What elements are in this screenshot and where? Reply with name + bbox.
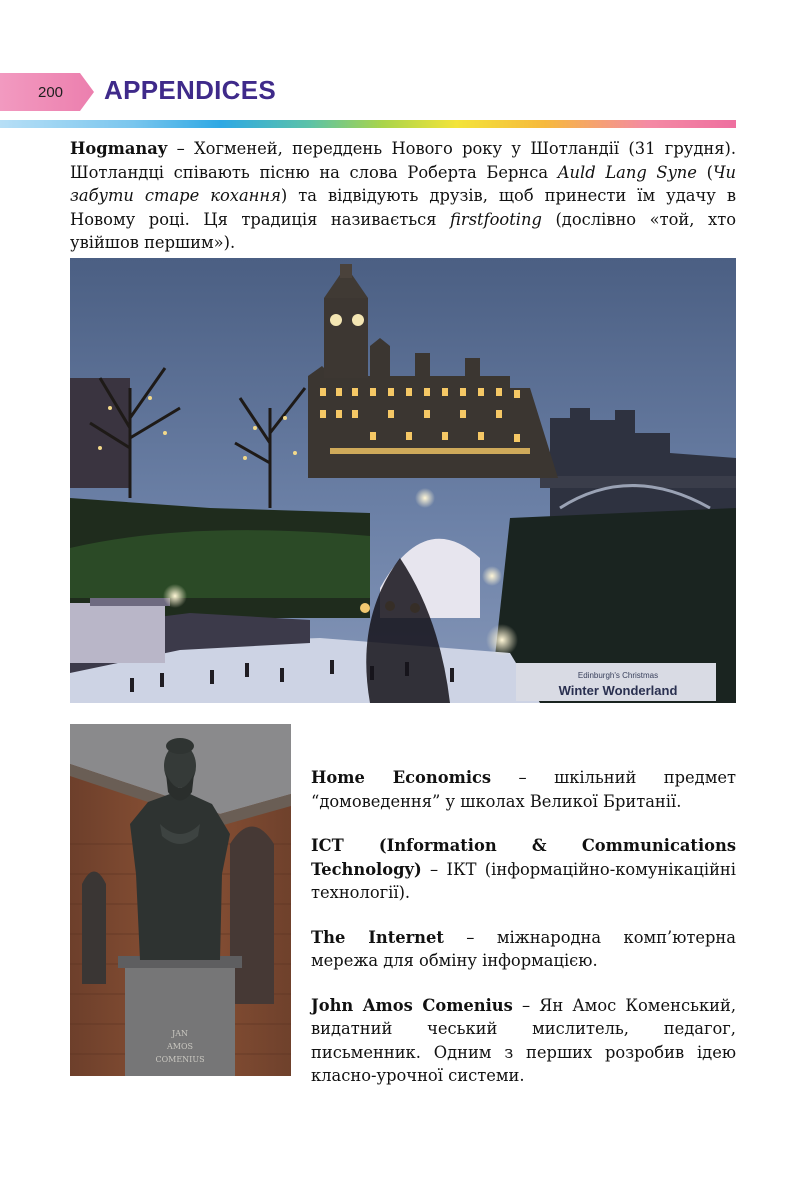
sign-line-2: Winter Wonderland — [558, 683, 678, 698]
page-number: 200 — [38, 84, 64, 101]
tradition-term: firstfooting — [450, 209, 542, 229]
glossary-term: John Amos Comenius — [311, 995, 513, 1015]
glossary-term: The Internet — [311, 927, 444, 947]
inscription-line-1: JAN — [172, 1029, 188, 1038]
glossary-entry — [311, 994, 736, 1088]
glossary-entry — [311, 766, 736, 813]
page-title: APPENDICES — [104, 75, 277, 105]
comenius-statue-photo — [70, 724, 291, 1076]
hogmanay-paragraph — [70, 137, 736, 255]
glossary-definition: – ІКТ (інформаційно-комунікаційні технології). — [311, 859, 736, 902]
song-title: Auld Lang Syne — [557, 162, 697, 182]
glossary-entry — [311, 926, 736, 973]
glossary-definition: – Ян Амос Коменський, видатний чеський мислитель, педагог, письменник. Одним з перших розробив ідею класно-урочної системи. — [311, 995, 736, 1085]
glossary-term: ICT (Information & Communications Technology) — [311, 836, 736, 879]
song-translation: Чи забути старе кохання — [70, 162, 737, 205]
glossary-term: Home Economics — [311, 768, 492, 787]
intro-text-2: ( — [696, 162, 713, 182]
glossary-entry — [311, 834, 736, 905]
glossary-definition: – міжнародна комп’ютерна мережа для обміну інформацією. — [311, 927, 736, 970]
intro-text-1: – Хогменей, переддень Нового року у Шотландії (31 грудня). Шотландці співають пісню на слова Роберта Бернса — [70, 139, 736, 182]
inscription-line-2: AMOS — [166, 1042, 194, 1051]
edinburgh-winter-photo — [70, 258, 736, 703]
glossary-definition: – шкільний предмет “домоведення” у школах Великої Британії. — [311, 768, 736, 811]
glossary-list — [311, 766, 736, 1109]
sign-line-1: Edinburgh's Christmas — [577, 671, 659, 680]
inscription-line-3: COMENIUS — [155, 1055, 205, 1064]
intro-text-4: (дослівно «той, хто увійшов першим»). — [70, 209, 737, 252]
header-rainbow-divider — [0, 120, 736, 128]
intro-text-3: ) та відвідують друзів, щоб принести їм удачу в Новому році. Ця традиція називається — [70, 186, 736, 229]
hogmanay-term: Hogmanay — [70, 139, 168, 158]
